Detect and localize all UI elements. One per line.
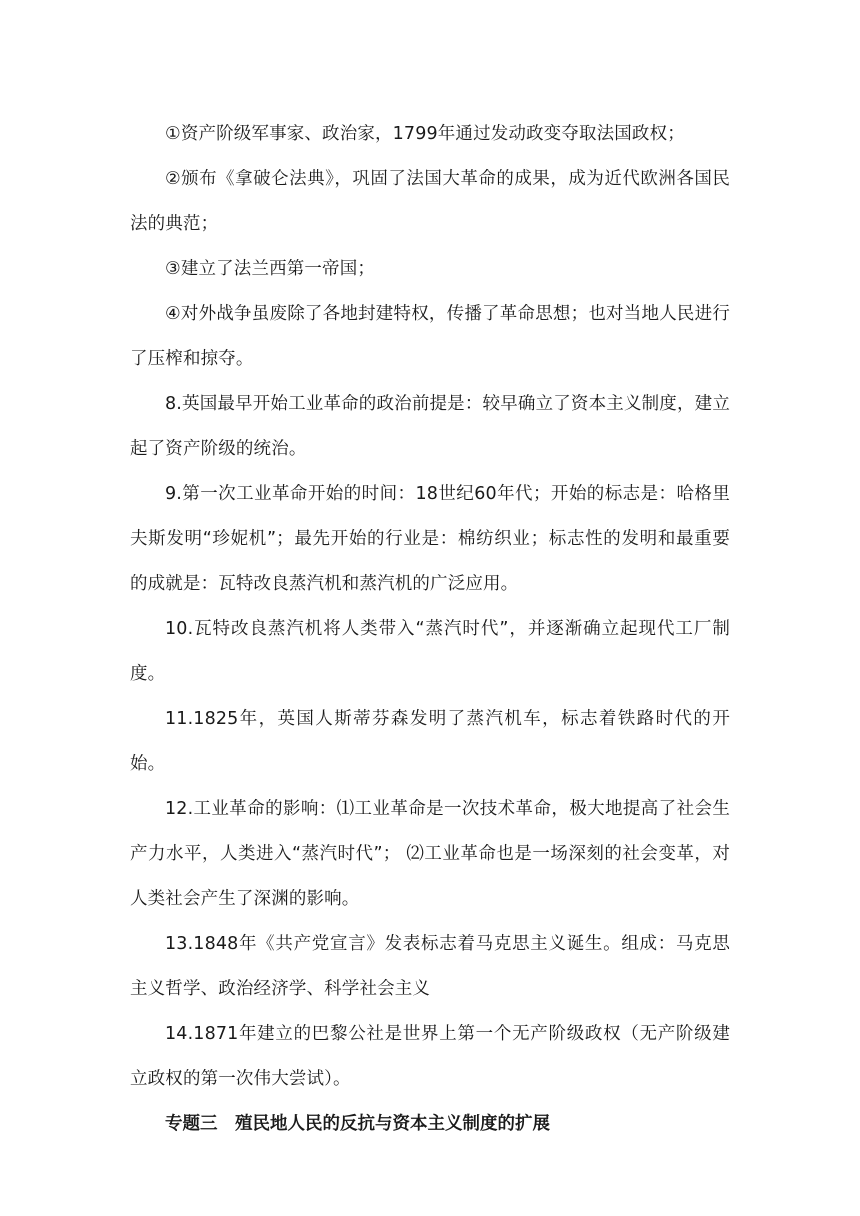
paragraph-napoleon-4: ④对外战争虽废除了各地封建特权，传播了革命思想；也对当地人民进行了压榨和掠夺。 <box>130 304 730 369</box>
paragraph-item-8: 8.英国最早开始工业革命的政治前提是：较早确立了资本主义制度，建立起了资产阶级的统治。 <box>130 394 730 459</box>
paragraph-item-12: 12.工业革命的影响：⑴工业革命是一次技术革命，极大地提高了社会生产力水平，人类进入“蒸汽时代”； ⑵工业革命也是一场深刻的社会变革，对人类社会产生了深渊的影响。 <box>130 799 730 909</box>
document-body <box>130 112 730 1147</box>
paragraph-item-9: 9.第一次工业革命开始的时间：18世纪60年代；开始的标志是：哈格里夫斯发明“珍妮机”；最先开始的行业是：棉纺织业；标志性的发明和最重要的成就是：瓦特改良蒸汽机和蒸汽机的广泛应用。 <box>130 484 730 594</box>
paragraph-item-11: 11.1825年，英国人斯蒂芬森发明了蒸汽机车，标志着铁路时代的开始。 <box>130 709 730 774</box>
paragraph-item-14: 14.1871年建立的巴黎公社是世界上第一个无产阶级政权（无产阶级建立政权的第一次伟大尝试）。 <box>130 1024 730 1089</box>
paragraph-item-13: 13.1848年《共产党宣言》发表标志着马克思主义诞生。组成：马克思主义哲学、政治经济学、科学社会主义 <box>130 934 730 999</box>
paragraph-napoleon-3: ③建立了法兰西第一帝国； <box>165 259 375 279</box>
paragraph-item-10: 10.瓦特改良蒸汽机将人类带入“蒸汽时代”，并逐渐确立起现代工厂制度。 <box>130 619 730 684</box>
paragraph-napoleon-1: ①资产阶级军事家、政治家，1799年通过发动政变夺取法国政权； <box>165 124 685 144</box>
paragraph-napoleon-2: ②颁布《拿破仑法典》，巩固了法国大革命的成果，成为近代欧洲各国民法的典范； <box>130 169 730 234</box>
section-heading: 专题三 殖民地人民的反抗与资本主义制度的扩展 <box>165 1114 550 1134</box>
